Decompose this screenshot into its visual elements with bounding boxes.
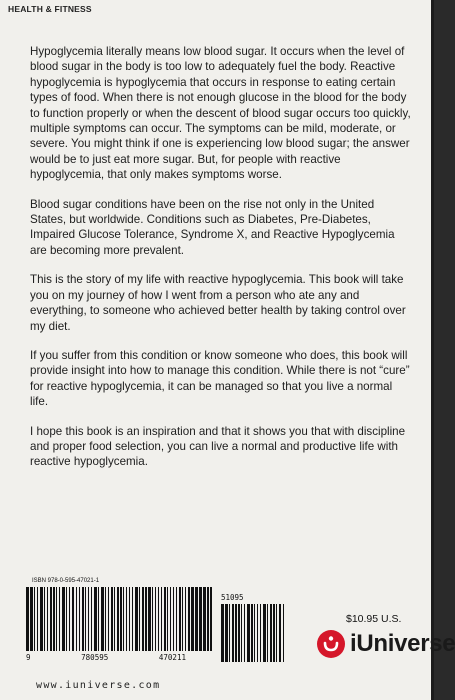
paragraph-3: This is the story of my life with reactive hypoglycemia. This book will take you on my journey of how I went from a person who ate any and everything, to someone who achieved better health by taking control over my diet. [30, 273, 406, 333]
barcode-bar [76, 587, 77, 651]
barcode-bar [123, 587, 124, 651]
publisher-mark [317, 630, 455, 658]
barcode-bar [244, 604, 245, 662]
barcode-bar [120, 587, 122, 651]
barcode-bar [188, 587, 190, 651]
barcode-block [26, 578, 251, 662]
barcode-bar [225, 604, 228, 662]
barcode-bar [273, 604, 275, 662]
paragraph-5: I hope this book is an inspiration and that it shows you that with discipline and proper food selection, you can live a normal and productive life with reactive hypoglycemia. [30, 424, 406, 469]
barcode-bar [247, 604, 250, 662]
barcode-bar [66, 587, 67, 651]
barcode-bar [108, 587, 109, 651]
barcode-bar [161, 587, 162, 651]
barcode-bar [267, 604, 268, 662]
barcode-bar [232, 604, 234, 662]
iuniverse-logo-icon [317, 630, 345, 658]
barcode-bar [210, 587, 212, 651]
barcode-bar [185, 587, 186, 651]
barcode-bar [34, 587, 35, 651]
barcode-bar [257, 604, 258, 662]
barcode-bar [179, 587, 181, 651]
barcode-bar [111, 587, 113, 651]
header-band [0, 0, 431, 22]
publisher-url: www.iuniverse.com [36, 680, 161, 691]
barcode-bar [221, 604, 224, 662]
barcode-bar [191, 587, 194, 651]
barcode-bar [241, 604, 242, 662]
barcode-bar [94, 587, 97, 651]
barcode-bar [155, 587, 156, 651]
barcode-bar [129, 587, 130, 651]
barcode-digit-group: 9 [26, 653, 31, 662]
barcode-bar [117, 587, 119, 651]
barcode-bar [105, 587, 106, 651]
barcode-bar [91, 587, 92, 651]
barcode-bar [26, 587, 29, 651]
isbn-text: ISBN 978-0-595-47021-1 [32, 578, 100, 584]
supplement-barcode [221, 593, 286, 662]
barcode-bar [53, 587, 55, 651]
barcode-bar [37, 587, 38, 651]
barcode-bar [170, 587, 171, 651]
barcode-bar [283, 604, 284, 662]
supplement-bars [221, 604, 286, 662]
barcode-bar [142, 587, 144, 651]
barcode-bar [164, 587, 166, 651]
barcode-bar [79, 587, 80, 651]
barcode-bar [88, 587, 89, 651]
barcode-bar [56, 587, 57, 651]
barcode-bar [44, 587, 45, 651]
paragraph-4: If you suffer from this condition or know someone who does, this book will provide insight into how to manage this condition. While there is not “cure” for reactive hypoglycemia, it can be managed so that you live a normal life. [30, 348, 410, 409]
barcode-bar [135, 587, 138, 651]
barcode-bar [167, 587, 168, 651]
barcode-bar [82, 587, 84, 651]
barcode-bar [30, 587, 33, 651]
barcode-bar [263, 604, 266, 662]
barcode-bar [238, 604, 240, 662]
barcode-bar [139, 587, 140, 651]
barcode-bar [195, 587, 198, 651]
barcode-bar [229, 604, 230, 662]
barcode-bar [203, 587, 206, 651]
barcode-bar [152, 587, 153, 651]
barcode-bar [72, 587, 74, 651]
barcode-bar [251, 604, 253, 662]
barcode-bar [173, 587, 174, 651]
barcode-bar [260, 604, 261, 662]
barcode-bars [26, 587, 213, 651]
barcode-bar [158, 587, 159, 651]
barcode-bar [235, 604, 237, 662]
barcode-bar [254, 604, 255, 662]
barcode-bar [199, 587, 202, 651]
barcode-bar [132, 587, 133, 651]
publisher-name: iUniverse [350, 630, 455, 657]
barcode-bar [207, 587, 209, 651]
barcode-bar [69, 587, 70, 651]
barcode-bar [47, 587, 48, 651]
barcode-bar [126, 587, 127, 651]
price-label: $10.95 U.S. [346, 613, 402, 625]
barcode-bar [182, 587, 183, 651]
logo-glyph-icon [321, 634, 341, 654]
barcode-digit-group: 780595 [81, 653, 109, 662]
barcode-digits [26, 653, 186, 662]
barcode-bar [98, 587, 99, 651]
barcode-bar [50, 587, 52, 651]
supplement-digits: 51095 [221, 593, 244, 602]
paragraph-1: Hypoglycemia literally means low blood sugar. It occurs when the level of blood sugar in the body is too low to adequately fuel the body. Reactive hypoglycemia is hypoglycemia that occurs in response to eating certain types of food. When there is not enough glucose in the blood for the body to function properly or when the descent of blood sugar occurs too quickly, multiple symptoms can occur. The symptoms can be mild, moderate, or severe. You might think if one is experiencing low blood sugar; the answer would be to just eat more sugar. But, for people with reactive hypoglycemia, that only makes symptoms worse. [30, 45, 411, 182]
barcode-bar [85, 587, 86, 651]
paragraph-2: Blood sugar conditions have been on the rise not only in the United States, but worldwide. Conditions such as Diabetes, Pre-Diabetes, Impaired Glucose Tolerance, Syndrome X, and Reactive Hypoglycemia are becoming more prevalent. [30, 197, 395, 257]
barcode-bar [145, 587, 147, 651]
barcode-bar [270, 604, 272, 662]
main-barcode [26, 587, 213, 662]
barcode-bar [176, 587, 177, 651]
barcode-bar [148, 587, 151, 651]
barcode-bar [40, 587, 43, 651]
category-label: HEALTH & FITNESS [8, 4, 92, 14]
barcode-bar [59, 587, 60, 651]
barcode-row [26, 587, 251, 662]
blurb-text [30, 44, 412, 484]
barcode-bar [276, 604, 277, 662]
barcode-bar [101, 587, 104, 651]
barcode-bar [62, 587, 65, 651]
barcode-bar [279, 604, 281, 662]
barcode-bar [114, 587, 115, 651]
barcode-digit-group: 470211 [158, 653, 186, 662]
